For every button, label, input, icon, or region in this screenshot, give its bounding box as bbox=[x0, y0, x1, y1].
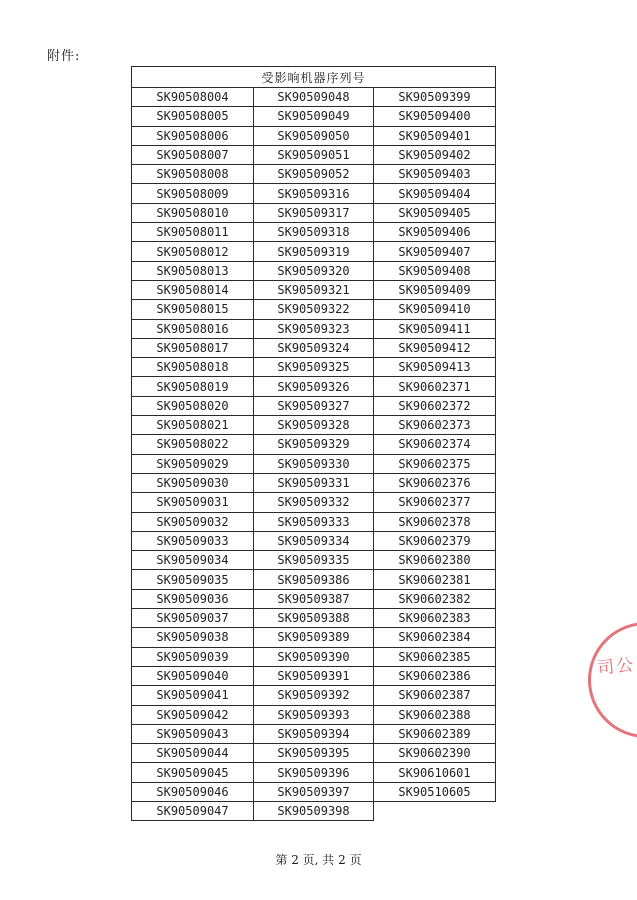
serial-cell: SK90509397 bbox=[254, 782, 374, 801]
serial-cell: SK90602381 bbox=[374, 570, 496, 589]
serial-cell: SK90509050 bbox=[254, 126, 374, 145]
serial-cell: SK90509045 bbox=[132, 763, 254, 782]
serial-cell: SK90508006 bbox=[132, 126, 254, 145]
serial-cell: SK90509036 bbox=[132, 589, 254, 608]
serial-cell: SK90509396 bbox=[254, 763, 374, 782]
serial-cell: SK90509393 bbox=[254, 705, 374, 724]
serial-cell: SK90509394 bbox=[254, 724, 374, 743]
serial-cell: SK90509408 bbox=[374, 261, 496, 280]
serial-cell: SK90508004 bbox=[132, 88, 254, 107]
serial-cell: SK90509037 bbox=[132, 609, 254, 628]
serial-cell: SK90509406 bbox=[374, 223, 496, 242]
table-row bbox=[132, 416, 496, 435]
serial-cell: SK90509328 bbox=[254, 416, 374, 435]
table-row bbox=[132, 184, 496, 203]
serial-cell: SK90602371 bbox=[374, 377, 496, 396]
serial-cell: SK90508005 bbox=[132, 107, 254, 126]
table-row bbox=[132, 261, 496, 280]
serial-cell: SK90602380 bbox=[374, 551, 496, 570]
serial-cell: SK90509409 bbox=[374, 280, 496, 299]
serial-cell: SK90509041 bbox=[132, 686, 254, 705]
table-row bbox=[132, 126, 496, 145]
serial-cell: SK90509048 bbox=[254, 88, 374, 107]
serial-cell: SK90509410 bbox=[374, 300, 496, 319]
serial-cell: SK90509331 bbox=[254, 473, 374, 492]
serial-cell: SK90509399 bbox=[374, 88, 496, 107]
table-row bbox=[132, 724, 496, 743]
serial-cell: SK90509049 bbox=[254, 107, 374, 126]
table-row bbox=[132, 801, 496, 820]
serial-cell: SK90509039 bbox=[132, 647, 254, 666]
serial-cell bbox=[374, 801, 496, 820]
serial-cell: SK90509046 bbox=[132, 782, 254, 801]
serial-cell: SK90509322 bbox=[254, 300, 374, 319]
serial-cell: SK90602384 bbox=[374, 628, 496, 647]
table-row bbox=[132, 705, 496, 724]
table-row bbox=[132, 280, 496, 299]
serial-cell: SK90509398 bbox=[254, 801, 374, 820]
table-row bbox=[132, 551, 496, 570]
serial-cell: SK90602375 bbox=[374, 454, 496, 473]
table-row bbox=[132, 300, 496, 319]
table-row bbox=[132, 744, 496, 763]
table-row bbox=[132, 763, 496, 782]
serial-cell: SK90509386 bbox=[254, 570, 374, 589]
table-row bbox=[132, 473, 496, 492]
company-seal-text: 司公 bbox=[596, 655, 637, 679]
serial-cell: SK90508014 bbox=[132, 280, 254, 299]
serial-cell: SK90602387 bbox=[374, 686, 496, 705]
serial-cell: SK90509387 bbox=[254, 589, 374, 608]
serial-cell: SK90509413 bbox=[374, 358, 496, 377]
serial-cell: SK90509324 bbox=[254, 338, 374, 357]
table-row bbox=[132, 377, 496, 396]
serial-cell: SK90602389 bbox=[374, 724, 496, 743]
serial-cell: SK90509318 bbox=[254, 223, 374, 242]
serial-cell: SK90508020 bbox=[132, 396, 254, 415]
serial-cell: SK90509051 bbox=[254, 145, 374, 164]
serial-cell: SK90509044 bbox=[132, 744, 254, 763]
serial-cell: SK90509319 bbox=[254, 242, 374, 261]
serial-cell: SK90508021 bbox=[132, 416, 254, 435]
serial-cell: SK90509034 bbox=[132, 551, 254, 570]
table-row bbox=[132, 242, 496, 261]
serial-cell: SK90602386 bbox=[374, 666, 496, 685]
serial-cell: SK90508022 bbox=[132, 435, 254, 454]
serial-cell: SK90509042 bbox=[132, 705, 254, 724]
table-row bbox=[132, 145, 496, 164]
table-row bbox=[132, 570, 496, 589]
serial-cell: SK90509391 bbox=[254, 666, 374, 685]
serial-cell: SK90509323 bbox=[254, 319, 374, 338]
serial-cell: SK90508018 bbox=[132, 358, 254, 377]
table-row bbox=[132, 686, 496, 705]
serial-cell: SK90509395 bbox=[254, 744, 374, 763]
table-row bbox=[132, 647, 496, 666]
table-row bbox=[132, 666, 496, 685]
serial-cell: SK90508017 bbox=[132, 338, 254, 357]
serial-cell: SK90509029 bbox=[132, 454, 254, 473]
serial-cell: SK90602383 bbox=[374, 609, 496, 628]
serial-cell: SK90508011 bbox=[132, 223, 254, 242]
serial-cell: SK90602382 bbox=[374, 589, 496, 608]
serial-cell: SK90509412 bbox=[374, 338, 496, 357]
table-row bbox=[132, 319, 496, 338]
serial-cell: SK90509327 bbox=[254, 396, 374, 415]
serial-cell: SK90509325 bbox=[254, 358, 374, 377]
serial-cell: SK90509407 bbox=[374, 242, 496, 261]
serial-cell: SK90509032 bbox=[132, 512, 254, 531]
serial-cell: SK90509317 bbox=[254, 203, 374, 222]
serial-cell: SK90508016 bbox=[132, 319, 254, 338]
serial-cell: SK90508007 bbox=[132, 145, 254, 164]
serial-cell: SK90509388 bbox=[254, 609, 374, 628]
company-seal bbox=[588, 622, 637, 738]
serial-cell: SK90508009 bbox=[132, 184, 254, 203]
serial-cell: SK90509040 bbox=[132, 666, 254, 685]
table-row bbox=[132, 609, 496, 628]
table-row bbox=[132, 88, 496, 107]
table-row bbox=[132, 396, 496, 415]
serial-cell: SK90509316 bbox=[254, 184, 374, 203]
serial-cell: SK90509326 bbox=[254, 377, 374, 396]
serial-cell: SK90509052 bbox=[254, 165, 374, 184]
serial-cell: SK90602374 bbox=[374, 435, 496, 454]
table-row bbox=[132, 512, 496, 531]
serial-cell: SK90602390 bbox=[374, 744, 496, 763]
serial-cell: SK90509330 bbox=[254, 454, 374, 473]
serial-cell: SK90602385 bbox=[374, 647, 496, 666]
serial-cell: SK90508010 bbox=[132, 203, 254, 222]
serial-cell: SK90602373 bbox=[374, 416, 496, 435]
serial-cell: SK90602377 bbox=[374, 493, 496, 512]
serial-cell: SK90509320 bbox=[254, 261, 374, 280]
serial-cell: SK90509334 bbox=[254, 531, 374, 550]
table-title: 受影响机器序列号 bbox=[132, 67, 496, 88]
serial-cell: SK90509405 bbox=[374, 203, 496, 222]
serial-cell: SK90509411 bbox=[374, 319, 496, 338]
serial-cell: SK90509332 bbox=[254, 493, 374, 512]
serial-cell: SK90509043 bbox=[132, 724, 254, 743]
serial-cell: SK90508013 bbox=[132, 261, 254, 280]
table-row bbox=[132, 435, 496, 454]
serial-cell: SK90509033 bbox=[132, 531, 254, 550]
serial-cell: SK90508012 bbox=[132, 242, 254, 261]
table-row bbox=[132, 531, 496, 550]
serial-cell: SK90509389 bbox=[254, 628, 374, 647]
serial-cell: SK90509402 bbox=[374, 145, 496, 164]
serial-cell: SK90508019 bbox=[132, 377, 254, 396]
serial-table-container bbox=[131, 66, 496, 821]
table-row bbox=[132, 358, 496, 377]
serial-cell: SK90602376 bbox=[374, 473, 496, 492]
serial-cell: SK90602372 bbox=[374, 396, 496, 415]
serial-cell: SK90509401 bbox=[374, 126, 496, 145]
table-row bbox=[132, 223, 496, 242]
attachment-label: 附件: bbox=[47, 49, 81, 64]
table-row bbox=[132, 589, 496, 608]
serial-cell: SK90602388 bbox=[374, 705, 496, 724]
serial-cell: SK90509030 bbox=[132, 473, 254, 492]
serial-cell: SK90602378 bbox=[374, 512, 496, 531]
serial-cell: SK90509333 bbox=[254, 512, 374, 531]
serial-cell: SK90509047 bbox=[132, 801, 254, 820]
table-row bbox=[132, 338, 496, 357]
serial-cell: SK90509038 bbox=[132, 628, 254, 647]
page-footer: 第 2 页, 共 2 页 bbox=[275, 853, 362, 867]
serial-cell: SK90509404 bbox=[374, 184, 496, 203]
serial-cell: SK90508015 bbox=[132, 300, 254, 319]
serial-cell: SK90509390 bbox=[254, 647, 374, 666]
table-row bbox=[132, 107, 496, 126]
serial-cell: SK90510605 bbox=[374, 782, 496, 801]
serial-cell: SK90509335 bbox=[254, 551, 374, 570]
table-row bbox=[132, 165, 496, 184]
table-row bbox=[132, 782, 496, 801]
table-row bbox=[132, 454, 496, 473]
serial-cell: SK90602379 bbox=[374, 531, 496, 550]
serial-cell: SK90509031 bbox=[132, 493, 254, 512]
serial-cell: SK90509400 bbox=[374, 107, 496, 126]
serial-cell: SK90610601 bbox=[374, 763, 496, 782]
serial-cell: SK90509321 bbox=[254, 280, 374, 299]
serial-cell: SK90509392 bbox=[254, 686, 374, 705]
serial-number-table bbox=[131, 66, 496, 821]
serial-cell: SK90508008 bbox=[132, 165, 254, 184]
serial-cell: SK90509035 bbox=[132, 570, 254, 589]
serial-cell: SK90509329 bbox=[254, 435, 374, 454]
table-row bbox=[132, 628, 496, 647]
table-row bbox=[132, 493, 496, 512]
serial-cell: SK90509403 bbox=[374, 165, 496, 184]
table-row bbox=[132, 203, 496, 222]
table-body bbox=[132, 88, 496, 821]
